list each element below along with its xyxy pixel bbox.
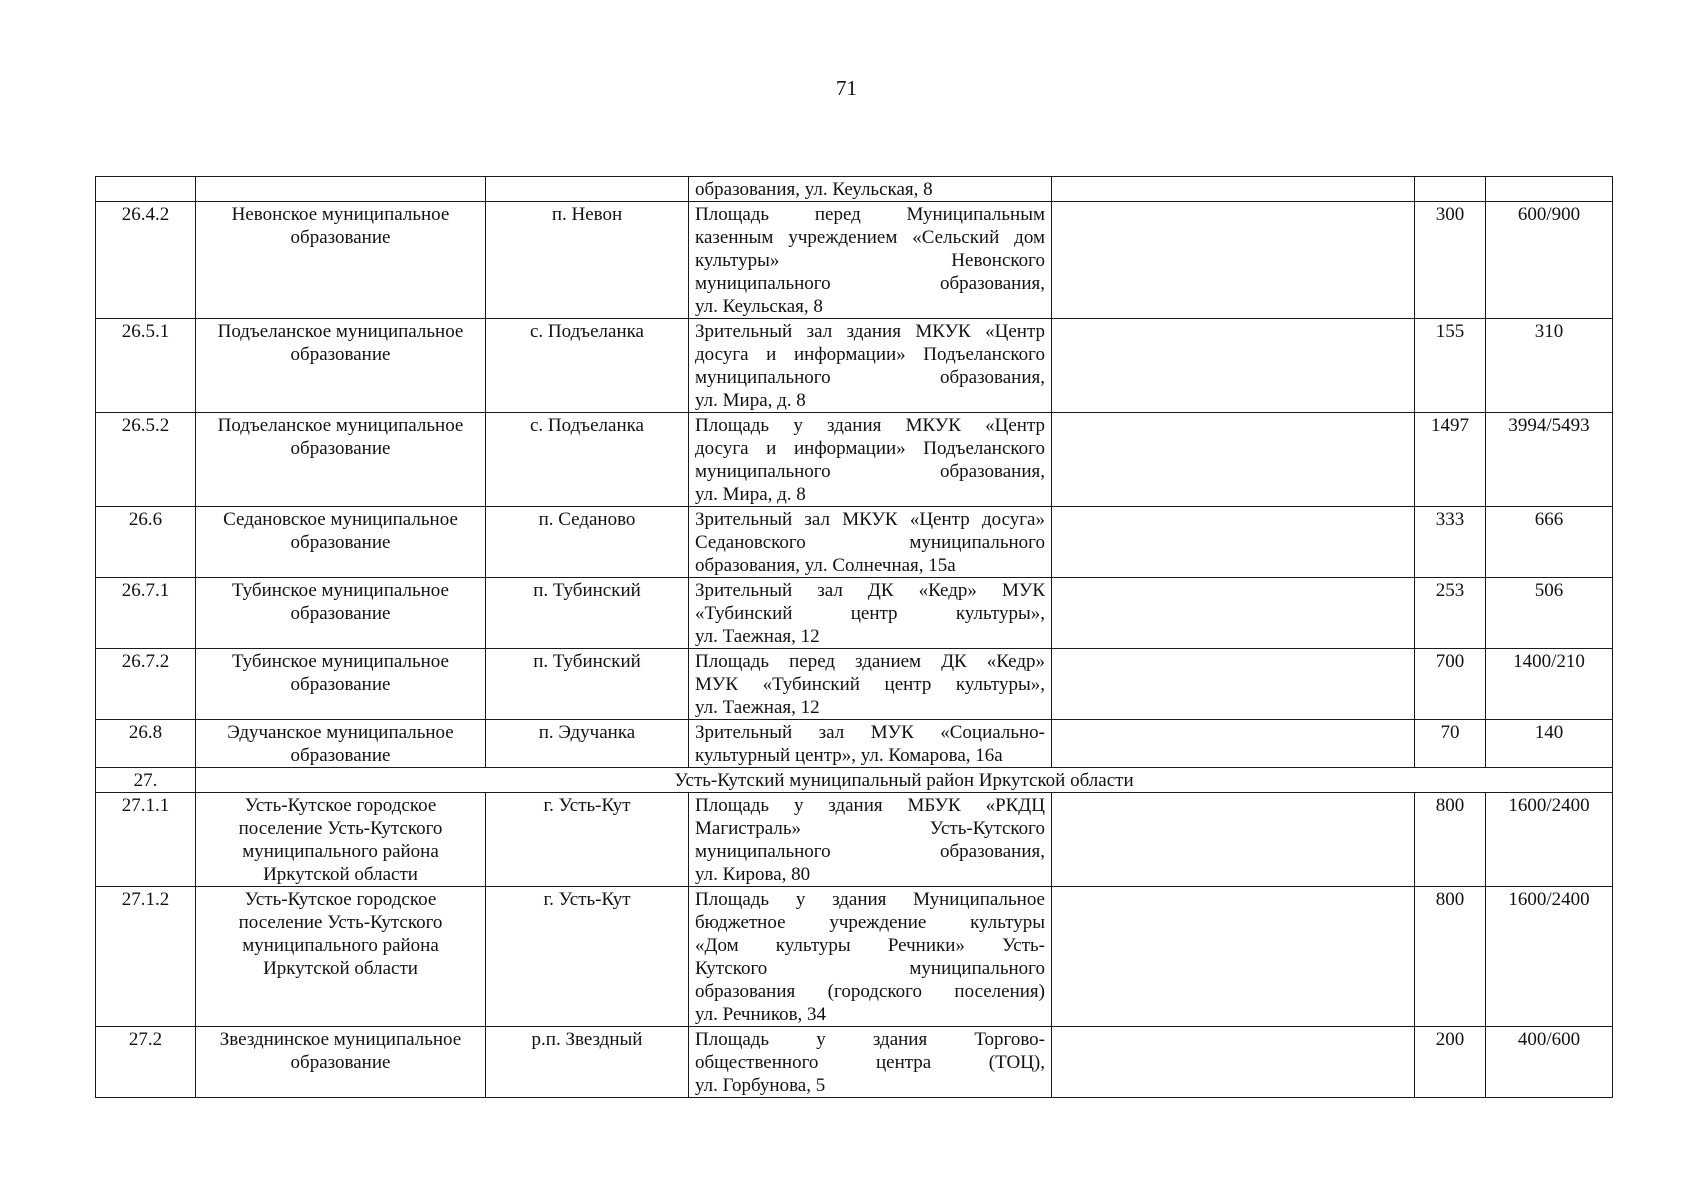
settlement-cell: п. Тубинский: [486, 578, 689, 649]
capacity-cell: 300: [1415, 202, 1486, 319]
empty-cell: [1052, 413, 1415, 507]
venue-line: МУК «Тубинский центр культуры»,: [695, 674, 1045, 695]
settlement-cell: с. Подъеланка: [486, 319, 689, 413]
capacity-total-cell: 310: [1486, 319, 1613, 413]
empty-cell: [1052, 1027, 1415, 1098]
venue-line: Площадь у здания МБУК «РКДЦ: [695, 795, 1045, 816]
capacity-cell: 70: [1415, 720, 1486, 768]
municipality-cell: Эдучанское муниципальное образование: [196, 720, 486, 768]
capacity-total-cell: 600/900: [1486, 202, 1613, 319]
venue-line: образования, ул. Солнечная, 15а: [695, 555, 956, 576]
municipality-cell: Невонское муниципальное образование: [196, 202, 486, 319]
venue-line: досуга и информации» Подъеланского: [695, 438, 1045, 459]
empty-cell: [1052, 887, 1415, 1027]
capacity-total-cell: 400/600: [1486, 1027, 1613, 1098]
municipality-cell: Усть-Кутское городское поселение Усть-Кутского муниципального района Иркутской области: [196, 793, 486, 887]
venue-cell: [689, 319, 1052, 413]
venue-line: Седановского муниципального: [695, 532, 1045, 553]
table-row: [96, 649, 1613, 720]
row-number: 26.5.1: [96, 319, 196, 413]
capacity-total-cell: 1400/210: [1486, 649, 1613, 720]
settlement-cell: п. Тубинский: [486, 649, 689, 720]
venue-line: общественного центра (ТОЦ),: [695, 1052, 1045, 1073]
row-number: 26.7.2: [96, 649, 196, 720]
venue-cell: [689, 1027, 1052, 1098]
venue-line: Площадь перед Муниципальным: [695, 204, 1045, 225]
capacity-total-cell: 3994/5493: [1486, 413, 1613, 507]
venue-line: ул. Речников, 34: [695, 1004, 827, 1025]
municipality-cell: Подъеланское муниципальное образование: [196, 413, 486, 507]
section-title: Усть-Кутский муниципальный район Иркутской области: [196, 768, 1613, 793]
settlement-cell: г. Усть-Кут: [486, 887, 689, 1027]
capacity-total-cell: 1600/2400: [1486, 793, 1613, 887]
venue-line: Площадь у здания Торгово-: [695, 1029, 1045, 1050]
row-number: 26.7.1: [96, 578, 196, 649]
venue-cell: [689, 413, 1052, 507]
section-row: [96, 768, 1613, 793]
table-row: [96, 793, 1613, 887]
venue-line: ул. Кеульская, 8: [695, 296, 823, 317]
venue-line: «Дом культуры Речники» Усть-: [695, 935, 1045, 956]
venue-line: культурный центр», ул. Комарова, 16а: [695, 745, 1003, 766]
venues-table: [95, 176, 1613, 1098]
table-row: [96, 413, 1613, 507]
empty-cell: [1052, 720, 1415, 768]
table-row: [96, 202, 1613, 319]
capacity-total-cell: 666: [1486, 507, 1613, 578]
table-row: [96, 507, 1613, 578]
capacity-total-cell: 506: [1486, 578, 1613, 649]
venue-line: муниципального образования,: [695, 367, 1045, 388]
venue-cell: [689, 177, 1052, 202]
venue-line: ул. Мира, д. 8: [695, 484, 806, 505]
row-number: 27.1.1: [96, 793, 196, 887]
empty-cell: [1052, 177, 1415, 202]
table-row: [96, 177, 1613, 202]
venue-line: ул. Горбунова, 5: [695, 1075, 826, 1096]
venue-cell: [689, 649, 1052, 720]
capacity-cell: [1415, 177, 1486, 202]
venue-cell: [689, 578, 1052, 649]
row-number: 26.4.2: [96, 202, 196, 319]
capacity-cell: 200: [1415, 1027, 1486, 1098]
settlement-cell: с. Подъеланка: [486, 413, 689, 507]
venue-line: Магистраль» Усть-Кутского: [695, 818, 1045, 839]
row-number: 27.1.2: [96, 887, 196, 1027]
venue-line: бюджетное учреждение культуры: [695, 912, 1045, 933]
empty-cell: [1052, 793, 1415, 887]
settlement-cell: п. Седаново: [486, 507, 689, 578]
capacity-cell: 700: [1415, 649, 1486, 720]
table-row: [96, 319, 1613, 413]
settlement-cell: р.п. Звездный: [486, 1027, 689, 1098]
empty-cell: [1052, 202, 1415, 319]
municipality-cell: Седановское муниципальное образование: [196, 507, 486, 578]
capacity-cell: 253: [1415, 578, 1486, 649]
settlement-cell: п. Невон: [486, 202, 689, 319]
capacity-cell: 800: [1415, 793, 1486, 887]
venue-line: культуры» Невонского: [695, 250, 1045, 271]
section-number: 27.: [96, 768, 196, 793]
table-row: [96, 720, 1613, 768]
settlement-cell: [486, 177, 689, 202]
venue-line: образования (городского поселения): [695, 981, 1045, 1002]
venue-cell: [689, 507, 1052, 578]
venue-line: Площадь у здания МКУК «Центр: [695, 415, 1045, 436]
venue-line: ул. Таежная, 12: [695, 626, 820, 647]
capacity-cell: 333: [1415, 507, 1486, 578]
venue-line: Кутского муниципального: [695, 958, 1045, 979]
venue-line: досуга и информации» Подъеланского: [695, 344, 1045, 365]
capacity-total-cell: 1600/2400: [1486, 887, 1613, 1027]
venue-line: Зрительный зал МУК «Социально-: [695, 722, 1045, 743]
venue-line: ул. Мира, д. 8: [695, 390, 806, 411]
venue-line: ул. Кирова, 80: [695, 864, 811, 885]
venue-line: муниципального образования,: [695, 273, 1045, 294]
venue-line: «Тубинский центр культуры»,: [695, 603, 1045, 624]
table-row: [96, 1027, 1613, 1098]
page-number: 71: [836, 76, 857, 100]
empty-cell: [1052, 649, 1415, 720]
venue-line: Зрительный зал здания МКУК «Центр: [695, 321, 1045, 342]
venue-cell: [689, 887, 1052, 1027]
row-number: [96, 177, 196, 202]
settlement-cell: п. Эдучанка: [486, 720, 689, 768]
capacity-total-cell: [1486, 177, 1613, 202]
settlement-cell: г. Усть-Кут: [486, 793, 689, 887]
venue-line: Зрительный зал ДК «Кедр» МУК: [695, 580, 1045, 601]
venue-line: Площадь у здания Муниципальное: [695, 889, 1045, 910]
row-number: 26.8: [96, 720, 196, 768]
venue-cell: [689, 202, 1052, 319]
venue-cell: [689, 793, 1052, 887]
row-number: 26.5.2: [96, 413, 196, 507]
municipality-cell: [196, 177, 486, 202]
row-number: 27.2: [96, 1027, 196, 1098]
venue-line: муниципального образования,: [695, 841, 1045, 862]
capacity-cell: 1497: [1415, 413, 1486, 507]
capacity-total-cell: 140: [1486, 720, 1613, 768]
municipality-cell: Усть-Кутское городское поселение Усть-Кутского муниципального района Иркутской области: [196, 887, 486, 1027]
table-row: [96, 578, 1613, 649]
venue-line: казенным учреждением «Сельский дом: [695, 227, 1045, 248]
venue-line: Зрительный зал МКУК «Центр досуга»: [695, 509, 1045, 530]
municipality-cell: Тубинское муниципальное образование: [196, 649, 486, 720]
venue-line: ул. Таежная, 12: [695, 697, 820, 718]
empty-cell: [1052, 319, 1415, 413]
venue-line: образования, ул. Кеульская, 8: [695, 179, 933, 200]
municipality-cell: Подъеланское муниципальное образование: [196, 319, 486, 413]
municipality-cell: Тубинское муниципальное образование: [196, 578, 486, 649]
table-row: [96, 887, 1613, 1027]
venue-line: муниципального образования,: [695, 461, 1045, 482]
capacity-cell: 800: [1415, 887, 1486, 1027]
empty-cell: [1052, 578, 1415, 649]
municipality-cell: Звезднинское муниципальное образование: [196, 1027, 486, 1098]
capacity-cell: 155: [1415, 319, 1486, 413]
venue-cell: [689, 720, 1052, 768]
venue-line: Площадь перед зданием ДК «Кедр»: [695, 651, 1045, 672]
empty-cell: [1052, 507, 1415, 578]
row-number: 26.6: [96, 507, 196, 578]
